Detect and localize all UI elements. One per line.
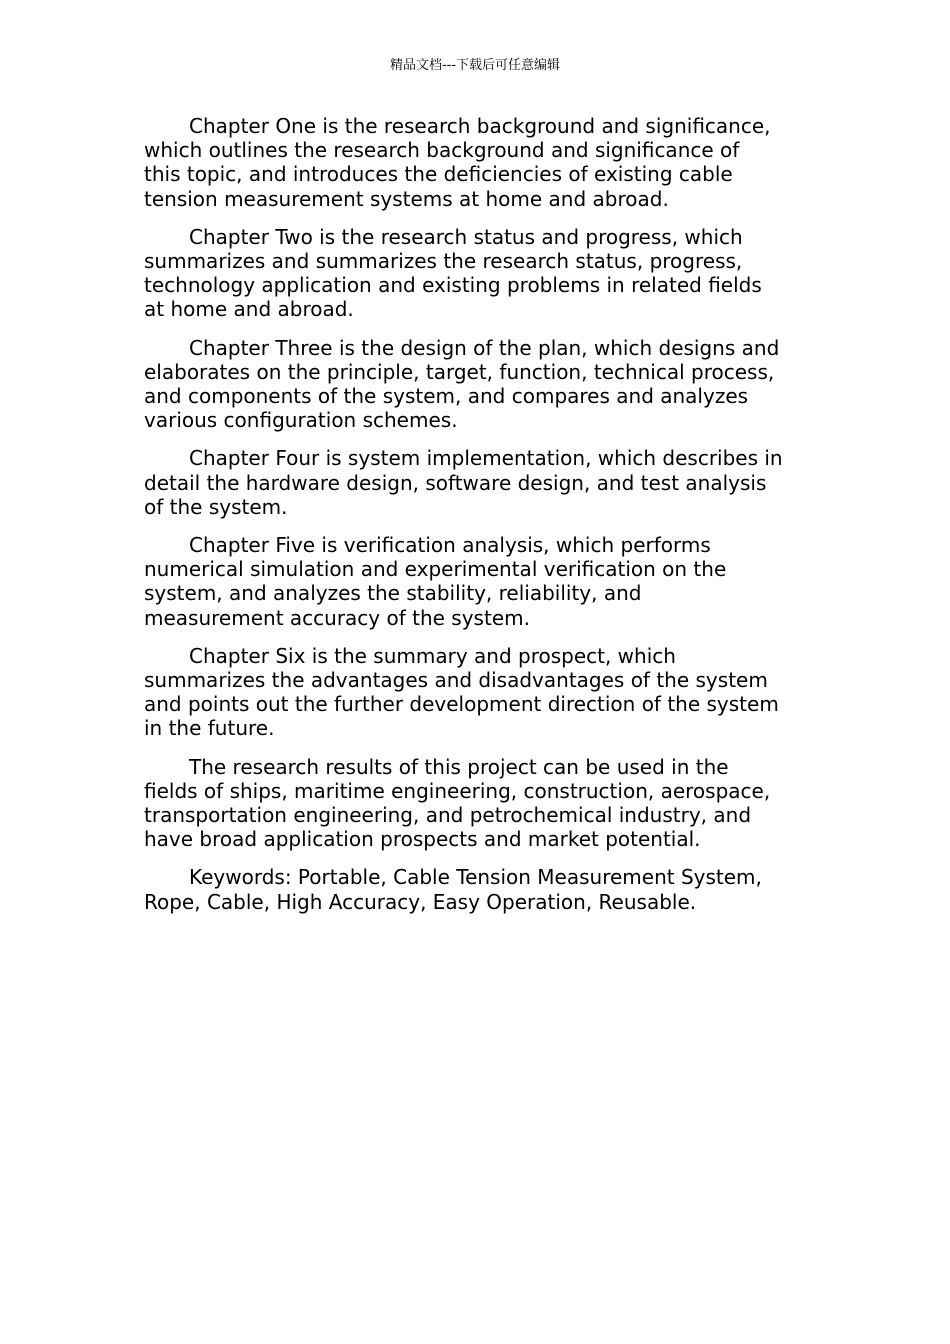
paragraph-chapter-six: Chapter Six is the summary and prospect, which summarizes the advantages and disadvantages of the system and points out the further development direction of the system in the future. bbox=[144, 643, 779, 741]
paragraph-research-results: The research results of this project can be used in the fields of ships, maritime engineering, construction, aerospace, transportation engineering, and petrochemical industry, and have broad application prospects and market potential. bbox=[144, 754, 771, 852]
document-body bbox=[144, 114, 819, 928]
paragraph-chapter-two: Chapter Two is the research status and progress, which summarizes and summarizes the research status, progress, technology application and existing problems in related fields at home and abroad. bbox=[144, 224, 762, 322]
paragraph-keywords: Keywords: Portable, Cable Tension Measurement System, Rope, Cable, High Accuracy, Easy Operation, Reusable. bbox=[144, 865, 762, 914]
paragraph-chapter-five: Chapter Five is verification analysis, which performs numerical simulation and experimental verification on the system, and analyzes the stability, reliability, and measurement accuracy of the system. bbox=[144, 533, 727, 630]
paragraph-chapter-three: Chapter Three is the design of the plan, which designs and elaborates on the principle, target, function, technical process, and components of the system, and compares and analyzes various configuration schemes. bbox=[144, 335, 780, 433]
page-header: 精品文档---下载后可任意编辑 bbox=[389, 58, 561, 73]
paragraph-chapter-one: Chapter One is the research background and significance, which outlines the research background and significance of this topic, and introduces the deficiencies of existing cable tension measurement systems at home and abroad. bbox=[144, 114, 771, 211]
paragraph-chapter-four: Chapter Four is system implementation, which describes in detail the hardware design, software design, and test analysis of the system. bbox=[144, 446, 783, 519]
